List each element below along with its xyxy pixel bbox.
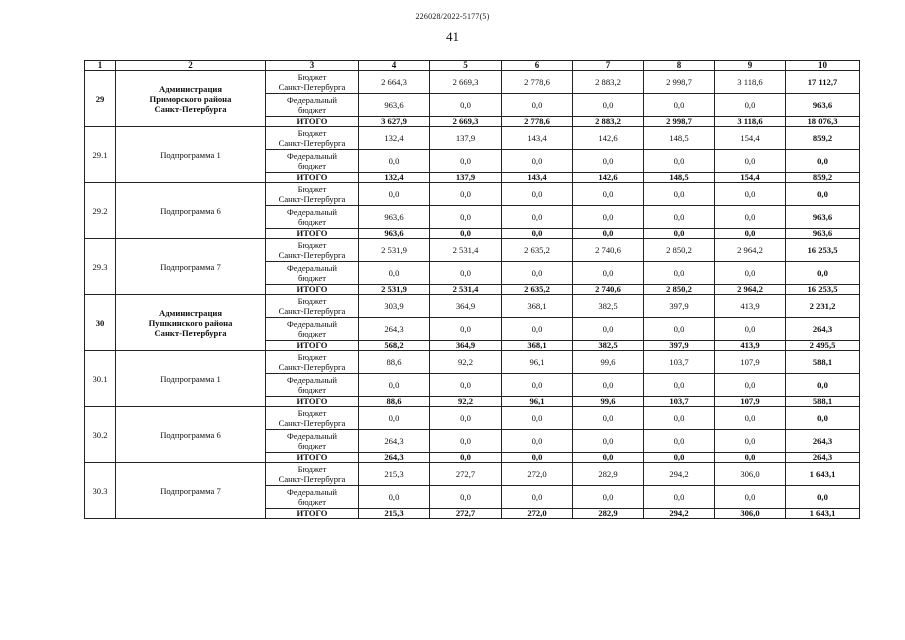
year-value-cell: 0,0 — [715, 262, 786, 285]
year-value-cell: 0,0 — [715, 183, 786, 206]
year-value-cell: 148,5 — [644, 127, 715, 150]
year-value-cell: 215,3 — [359, 509, 430, 519]
funding-source-label: Бюджет Санкт-Петербурга — [266, 239, 359, 262]
year-value-cell: 2 778,6 — [502, 71, 573, 94]
year-value-cell: 264,3 — [359, 453, 430, 463]
year-value-cell: 0,0 — [573, 430, 644, 453]
year-value-cell: 0,0 — [502, 453, 573, 463]
year-value-cell: 264,3 — [359, 430, 430, 453]
year-value-cell: 96,1 — [502, 397, 573, 407]
year-value-cell: 0,0 — [430, 374, 502, 397]
year-value-cell: 413,9 — [715, 341, 786, 351]
row-number: 30.2 — [85, 407, 116, 463]
row-total-cell: 2 495,5 — [786, 341, 860, 351]
year-value-cell: 306,0 — [715, 463, 786, 486]
year-value-cell: 3 627,9 — [359, 117, 430, 127]
year-value-cell: 148,5 — [644, 173, 715, 183]
year-value-cell: 154,4 — [715, 173, 786, 183]
subprogram-name: Подпрограмма 1 — [116, 351, 266, 407]
row-total-cell: 16 253,5 — [786, 285, 860, 295]
row-total-cell: 1 643,1 — [786, 509, 860, 519]
year-value-cell: 0,0 — [430, 430, 502, 453]
year-value-cell: 382,5 — [573, 295, 644, 318]
budget-spb-row — [85, 127, 860, 150]
row-total-cell: 0,0 — [786, 407, 860, 430]
row-total-cell: 1 643,1 — [786, 463, 860, 486]
funding-source-label: Федеральный бюджет — [266, 318, 359, 341]
funding-source-label: Федеральный бюджет — [266, 486, 359, 509]
year-value-cell: 154,4 — [715, 127, 786, 150]
year-value-cell: 272,7 — [430, 463, 502, 486]
year-value-cell: 96,1 — [502, 351, 573, 374]
year-value-cell: 0,0 — [430, 318, 502, 341]
year-value-cell: 0,0 — [502, 229, 573, 239]
funding-source-label: Бюджет Санкт-Петербурга — [266, 463, 359, 486]
subprogram-name: Подпрограмма 6 — [116, 407, 266, 463]
year-value-cell: 963,6 — [359, 206, 430, 229]
year-value-cell: 382,5 — [573, 341, 644, 351]
funding-source-label: Бюджет Санкт-Петербурга — [266, 71, 359, 94]
year-value-cell: 0,0 — [715, 374, 786, 397]
year-value-cell: 0,0 — [573, 183, 644, 206]
year-value-cell: 282,9 — [573, 463, 644, 486]
total-label: ИТОГО — [266, 173, 359, 183]
year-value-cell: 2 964,2 — [715, 239, 786, 262]
subprogram-name: Подпрограмма 7 — [116, 239, 266, 295]
year-value-cell: 2 669,3 — [430, 117, 502, 127]
year-value-cell: 0,0 — [644, 183, 715, 206]
year-value-cell: 137,9 — [430, 173, 502, 183]
year-value-cell: 2 531,4 — [430, 239, 502, 262]
year-value-cell: 0,0 — [573, 486, 644, 509]
year-value-cell: 92,2 — [430, 351, 502, 374]
total-label: ИТОГО — [266, 341, 359, 351]
year-value-cell: 0,0 — [715, 94, 786, 117]
year-value-cell: 132,4 — [359, 173, 430, 183]
total-label: ИТОГО — [266, 229, 359, 239]
row-total-cell: 18 076,3 — [786, 117, 860, 127]
year-value-cell: 0,0 — [430, 150, 502, 173]
subprogram-name: Подпрограмма 6 — [116, 183, 266, 239]
year-value-cell: 143,4 — [502, 173, 573, 183]
year-value-cell: 0,0 — [359, 407, 430, 430]
year-value-cell: 0,0 — [715, 486, 786, 509]
year-value-cell: 397,9 — [644, 295, 715, 318]
funding-source-label: Федеральный бюджет — [266, 262, 359, 285]
year-value-cell: 0,0 — [502, 486, 573, 509]
year-value-cell: 0,0 — [573, 453, 644, 463]
funding-source-label: Федеральный бюджет — [266, 206, 359, 229]
year-value-cell: 0,0 — [502, 262, 573, 285]
budget-spb-row — [85, 71, 860, 94]
year-value-cell: 0,0 — [573, 229, 644, 239]
year-value-cell: 0,0 — [644, 374, 715, 397]
year-value-cell: 364,9 — [430, 341, 502, 351]
year-value-cell: 0,0 — [573, 318, 644, 341]
funding-source-label: Бюджет Санкт-Петербурга — [266, 351, 359, 374]
column-header: 1 — [85, 61, 116, 71]
year-value-cell: 0,0 — [644, 206, 715, 229]
year-value-cell: 0,0 — [430, 453, 502, 463]
year-value-cell: 2 883,2 — [573, 71, 644, 94]
year-value-cell: 306,0 — [715, 509, 786, 519]
total-label: ИТОГО — [266, 397, 359, 407]
year-value-cell: 2 740,6 — [573, 239, 644, 262]
year-value-cell: 2 883,2 — [573, 117, 644, 127]
total-label: ИТОГО — [266, 285, 359, 295]
year-value-cell: 0,0 — [502, 374, 573, 397]
row-number: 29 — [85, 71, 116, 127]
year-value-cell: 0,0 — [502, 150, 573, 173]
row-total-cell: 0,0 — [786, 486, 860, 509]
year-value-cell: 2 964,2 — [715, 285, 786, 295]
year-value-cell: 368,1 — [502, 295, 573, 318]
funding-source-label: Бюджет Санкт-Петербурга — [266, 407, 359, 430]
year-value-cell: 0,0 — [430, 486, 502, 509]
row-number: 29.1 — [85, 127, 116, 183]
column-header: 8 — [644, 61, 715, 71]
year-value-cell: 2 531,4 — [430, 285, 502, 295]
funding-source-label: Федеральный бюджет — [266, 430, 359, 453]
page-number: 41 — [446, 29, 459, 44]
column-header: 7 — [573, 61, 644, 71]
row-total-cell: 0,0 — [786, 183, 860, 206]
year-value-cell: 107,9 — [715, 397, 786, 407]
budget-spb-row — [85, 351, 860, 374]
row-total-cell: 264,3 — [786, 318, 860, 341]
year-value-cell: 272,7 — [430, 509, 502, 519]
year-value-cell: 0,0 — [715, 318, 786, 341]
year-value-cell: 2 778,6 — [502, 117, 573, 127]
row-total-cell: 963,6 — [786, 206, 860, 229]
budget-spb-row — [85, 183, 860, 206]
budget-spb-row — [85, 239, 860, 262]
year-value-cell: 2 664,3 — [359, 71, 430, 94]
year-value-cell: 0,0 — [644, 229, 715, 239]
year-value-cell: 397,9 — [644, 341, 715, 351]
year-value-cell: 2 635,2 — [502, 285, 573, 295]
total-label: ИТОГО — [266, 117, 359, 127]
row-total-cell: 16 253,5 — [786, 239, 860, 262]
year-value-cell: 0,0 — [715, 150, 786, 173]
year-value-cell: 0,0 — [502, 318, 573, 341]
year-value-cell: 103,7 — [644, 397, 715, 407]
row-total-cell: 264,3 — [786, 453, 860, 463]
column-header: 6 — [502, 61, 573, 71]
funding-source-label: Бюджет Санкт-Петербурга — [266, 183, 359, 206]
row-total-cell: 859,2 — [786, 127, 860, 150]
row-total-cell: 2 231,2 — [786, 295, 860, 318]
year-value-cell: 303,9 — [359, 295, 430, 318]
budget-table — [84, 60, 860, 519]
year-value-cell: 88,6 — [359, 351, 430, 374]
year-value-cell: 0,0 — [359, 374, 430, 397]
column-header: 5 — [430, 61, 502, 71]
year-value-cell: 3 118,6 — [715, 117, 786, 127]
year-value-cell: 0,0 — [644, 94, 715, 117]
year-value-cell: 2 850,2 — [644, 285, 715, 295]
year-value-cell: 2 740,6 — [573, 285, 644, 295]
row-total-cell: 0,0 — [786, 150, 860, 173]
row-total-cell: 588,1 — [786, 351, 860, 374]
year-value-cell: 264,3 — [359, 318, 430, 341]
column-header: 4 — [359, 61, 430, 71]
funding-source-label: Федеральный бюджет — [266, 94, 359, 117]
row-total-cell: 0,0 — [786, 262, 860, 285]
year-value-cell: 0,0 — [573, 206, 644, 229]
year-value-cell: 282,9 — [573, 509, 644, 519]
year-value-cell: 3 118,6 — [715, 71, 786, 94]
year-value-cell: 88,6 — [359, 397, 430, 407]
year-value-cell: 0,0 — [502, 206, 573, 229]
total-label: ИТОГО — [266, 453, 359, 463]
year-value-cell: 0,0 — [502, 94, 573, 117]
year-value-cell: 0,0 — [715, 229, 786, 239]
year-value-cell: 0,0 — [359, 183, 430, 206]
budget-spb-row — [85, 463, 860, 486]
year-value-cell: 132,4 — [359, 127, 430, 150]
column-header: 2 — [116, 61, 266, 71]
year-value-cell: 0,0 — [573, 150, 644, 173]
row-total-cell: 588,1 — [786, 397, 860, 407]
year-value-cell: 364,9 — [430, 295, 502, 318]
column-header: 10 — [786, 61, 860, 71]
row-total-cell: 264,3 — [786, 430, 860, 453]
year-value-cell: 142,6 — [573, 127, 644, 150]
row-number: 30 — [85, 295, 116, 351]
year-value-cell: 0,0 — [573, 262, 644, 285]
document-number: 226028/2022-5177(5) — [415, 12, 490, 21]
column-number-row — [85, 61, 860, 71]
year-value-cell: 0,0 — [359, 150, 430, 173]
year-value-cell: 568,2 — [359, 341, 430, 351]
year-value-cell: 0,0 — [359, 486, 430, 509]
year-value-cell: 0,0 — [644, 318, 715, 341]
year-value-cell: 0,0 — [644, 150, 715, 173]
year-value-cell: 368,1 — [502, 341, 573, 351]
year-value-cell: 0,0 — [502, 407, 573, 430]
row-total-cell: 859,2 — [786, 173, 860, 183]
year-value-cell: 294,2 — [644, 463, 715, 486]
year-value-cell: 142,6 — [573, 173, 644, 183]
year-value-cell: 99,6 — [573, 351, 644, 374]
year-value-cell: 0,0 — [715, 206, 786, 229]
row-total-cell: 963,6 — [786, 94, 860, 117]
year-value-cell: 0,0 — [430, 262, 502, 285]
column-header: 3 — [266, 61, 359, 71]
year-value-cell: 107,9 — [715, 351, 786, 374]
row-number: 29.2 — [85, 183, 116, 239]
year-value-cell: 0,0 — [502, 430, 573, 453]
year-value-cell: 2 998,7 — [644, 117, 715, 127]
year-value-cell: 272,0 — [502, 463, 573, 486]
column-header: 9 — [715, 61, 786, 71]
year-value-cell: 0,0 — [359, 262, 430, 285]
year-value-cell: 0,0 — [715, 407, 786, 430]
year-value-cell: 0,0 — [430, 183, 502, 206]
year-value-cell: 0,0 — [573, 94, 644, 117]
year-value-cell: 0,0 — [502, 183, 573, 206]
year-value-cell: 0,0 — [573, 374, 644, 397]
row-number: 29.3 — [85, 239, 116, 295]
year-value-cell: 137,9 — [430, 127, 502, 150]
year-value-cell: 0,0 — [430, 94, 502, 117]
year-value-cell: 0,0 — [715, 453, 786, 463]
subprogram-name: Подпрограмма 7 — [116, 463, 266, 519]
row-total-cell: 17 112,7 — [786, 71, 860, 94]
year-value-cell: 2 850,2 — [644, 239, 715, 262]
year-value-cell: 215,3 — [359, 463, 430, 486]
year-value-cell: 0,0 — [644, 430, 715, 453]
budget-spb-row — [85, 295, 860, 318]
row-total-cell: 963,6 — [786, 229, 860, 239]
year-value-cell: 413,9 — [715, 295, 786, 318]
year-value-cell: 99,6 — [573, 397, 644, 407]
year-value-cell: 2 998,7 — [644, 71, 715, 94]
administration-name: Администрация Пушкинского района Санкт-Петербурга — [116, 295, 266, 351]
row-number: 30.3 — [85, 463, 116, 519]
year-value-cell: 0,0 — [644, 262, 715, 285]
funding-source-label: Бюджет Санкт-Петербурга — [266, 295, 359, 318]
year-value-cell: 0,0 — [430, 407, 502, 430]
year-value-cell: 2 635,2 — [502, 239, 573, 262]
year-value-cell: 0,0 — [715, 430, 786, 453]
year-value-cell: 963,6 — [359, 229, 430, 239]
year-value-cell: 0,0 — [644, 407, 715, 430]
budget-spb-row — [85, 407, 860, 430]
row-total-cell: 0,0 — [786, 374, 860, 397]
year-value-cell: 2 531,9 — [359, 285, 430, 295]
year-value-cell: 2 669,3 — [430, 71, 502, 94]
year-value-cell: 103,7 — [644, 351, 715, 374]
year-value-cell: 2 531,9 — [359, 239, 430, 262]
year-value-cell: 0,0 — [573, 407, 644, 430]
administration-name: Администрация Приморского района Санкт-Петербурга — [116, 71, 266, 127]
year-value-cell: 143,4 — [502, 127, 573, 150]
row-number: 30.1 — [85, 351, 116, 407]
year-value-cell: 0,0 — [430, 229, 502, 239]
subprogram-name: Подпрограмма 1 — [116, 127, 266, 183]
year-value-cell: 92,2 — [430, 397, 502, 407]
funding-source-label: Бюджет Санкт-Петербурга — [266, 127, 359, 150]
funding-source-label: Федеральный бюджет — [266, 374, 359, 397]
year-value-cell: 294,2 — [644, 509, 715, 519]
funding-source-label: Федеральный бюджет — [266, 150, 359, 173]
year-value-cell: 963,6 — [359, 94, 430, 117]
year-value-cell: 0,0 — [644, 486, 715, 509]
year-value-cell: 272,0 — [502, 509, 573, 519]
year-value-cell: 0,0 — [644, 453, 715, 463]
total-label: ИТОГО — [266, 509, 359, 519]
year-value-cell: 0,0 — [430, 206, 502, 229]
